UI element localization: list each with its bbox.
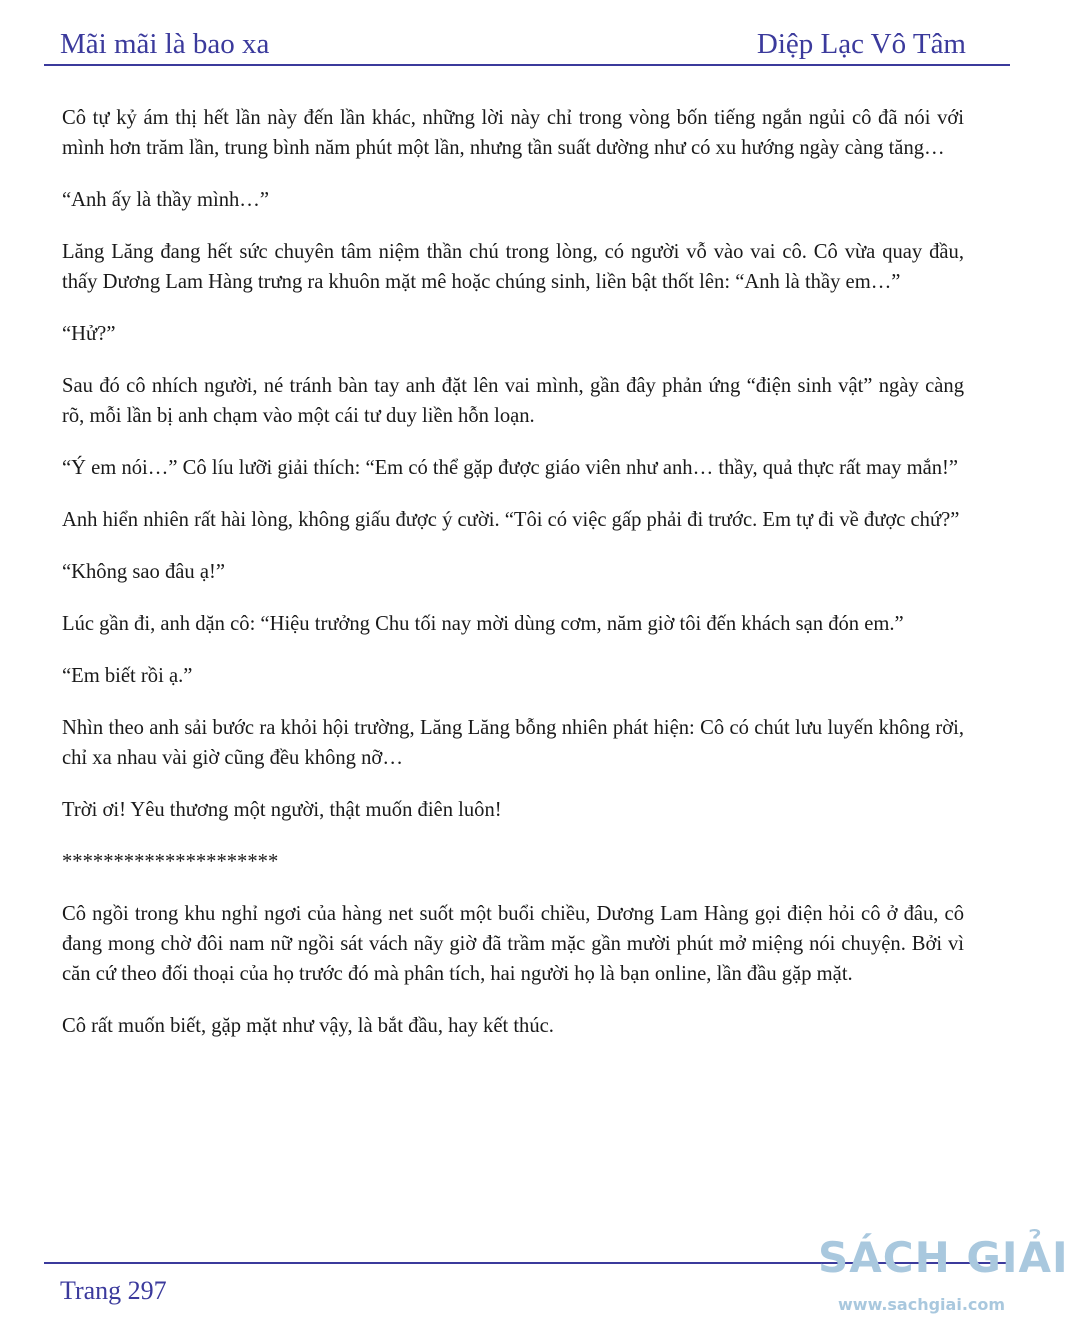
watermark xyxy=(818,1213,1069,1325)
paragraph: Cô tự kỷ ám thị hết lần này đến lần khác, những lời này chỉ trong vòng bốn tiếng ngắn ngủi cô đã nói với mình hơn trăm lần, trung bình năm phút một lần, nhưng tần suất dường như có xu hướng ngày càng tăng… xyxy=(62,107,964,159)
paragraph: Nhìn theo anh sải bước ra khỏi hội trường, Lăng Lăng bỗng nhiên phát hiện: Cô có chút lưu luyến không rời, chỉ xa nhau vài giờ cũng đều không nỡ… xyxy=(62,717,964,769)
paragraph: “Không sao đâu ạ!” xyxy=(62,561,225,583)
watermark-logo: SÁCH GIẢI xyxy=(818,1233,1069,1282)
paragraph: Cô rất muốn biết, gặp mặt như vậy, là bắt đầu, hay kết thúc. xyxy=(62,1015,554,1037)
paragraph: Anh hiển nhiên rất hài lòng, không giấu được ý cười. “Tôi có việc gấp phải đi trước. Em tự đi về được chứ?” xyxy=(62,509,960,531)
page-header xyxy=(60,22,966,62)
paragraph: Sau đó cô nhích người, né tránh bàn tay anh đặt lên vai mình, gần đây phản ứng “điện sinh vật” ngày càng rõ, mỗi lần bị anh chạm vào một cái tư duy liền hỗn loạn. xyxy=(62,375,964,427)
paragraph: Lăng Lăng đang hết sức chuyên tâm niệm thần chú trong lòng, có người vỗ vào vai cô. Cô vừa quay đầu, thấy Dương Lam Hàng trưng ra khuôn mặt mê hoặc chúng sinh, liền bật thốt lên: “Anh là thầy em…” xyxy=(62,241,964,293)
paragraph: Lúc gần đi, anh dặn cô: “Hiệu trưởng Chu tối nay mời dùng cơm, năm giờ tôi đến khách sạn đón em.” xyxy=(62,613,904,635)
paragraph: “Em biết rồi ạ.” xyxy=(62,665,193,687)
paragraph: “Hử?” xyxy=(62,323,116,345)
section-separator: ********************* xyxy=(62,851,279,873)
header-divider xyxy=(44,64,1010,66)
book-title: Mãi mãi là bao xa xyxy=(60,28,270,60)
paragraph: Cô ngồi trong khu nghỉ ngơi của hàng net suốt một buổi chiều, Dương Lam Hàng gọi điện hỏi cô ở đâu, cô đang mong chờ đôi nam nữ ngồi sát vách nãy giờ đã trầm mặc gần mười phút mở miệng nói chuyện. Bởi vì căn cứ theo đối thoại của họ trước đó mà phân tích, hai người họ là bạn online, lần đầu gặp mặt. xyxy=(62,903,964,985)
paragraph: Trời ơi! Yêu thương một người, thật muốn điên luôn! xyxy=(62,799,502,821)
paragraph: “Anh ấy là thầy mình…” xyxy=(62,189,270,211)
watermark-url: www.sachgiai.com xyxy=(838,1295,1006,1314)
page-number: Trang 297 xyxy=(60,1276,167,1305)
paragraph: “Ý em nói…” Cô líu lưỡi giải thích: “Em có thể gặp được giáo viên như anh… thầy, quả thực rất may mắn!” xyxy=(62,457,959,479)
author-name: Diệp Lạc Vô Tâm xyxy=(756,28,966,60)
page-body xyxy=(62,103,964,1063)
